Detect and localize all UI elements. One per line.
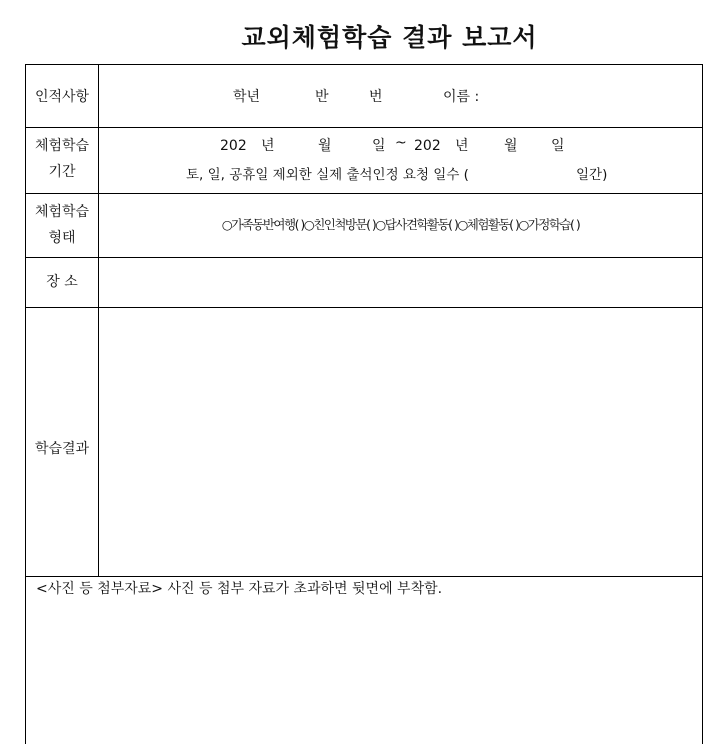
start-year-prefix: 202 (220, 138, 247, 154)
end-year-prefix: 202 (414, 138, 441, 154)
attendance-days-note: 토, 일, 공휴일 제외한 실제 출석인정 요청 일수 ( (186, 167, 469, 183)
row-divider (26, 193, 702, 194)
start-month-label: 월 (318, 138, 332, 154)
end-year-label: 년 (455, 138, 469, 154)
period-label-line1: 체험학습 (34, 138, 90, 154)
range-tilde: ~ (395, 135, 407, 151)
result-label: 학습결과 (34, 441, 90, 457)
label-column-divider (98, 65, 99, 577)
name-label: 이름 : (443, 89, 480, 105)
personal-info-label: 인적사항 (34, 89, 90, 105)
report-form (25, 64, 703, 744)
start-year-label: 년 (261, 138, 275, 154)
number-label: 번 (369, 89, 383, 105)
end-month-label: 월 (504, 138, 518, 154)
start-day-label: 일 (372, 138, 386, 154)
place-label: 장 소 (46, 274, 78, 290)
type-label-line1: 체험학습 (34, 204, 90, 220)
end-day-label: 일 (551, 138, 565, 154)
page-title: 교외체험학습 결과 보고서 (241, 23, 538, 52)
type-options: ○가족동반여행( )○친인척방문( )○답사견학활동( )○체험활동( )○가정학습( ) (221, 217, 580, 232)
attachment-note: <사진 등 첨부자료> 사진 등 첨부 자료가 초과하면 뒷면에 부착함. (36, 581, 443, 597)
type-label-line2: 형태 (48, 230, 76, 246)
row-divider (26, 127, 702, 128)
period-label-line2: 기간 (48, 164, 76, 180)
attendance-days-note-end: 일간) (576, 167, 608, 183)
row-divider (26, 307, 702, 308)
row-divider (26, 257, 702, 258)
class-label: 반 (315, 89, 329, 105)
grade-label: 학년 (233, 89, 261, 105)
